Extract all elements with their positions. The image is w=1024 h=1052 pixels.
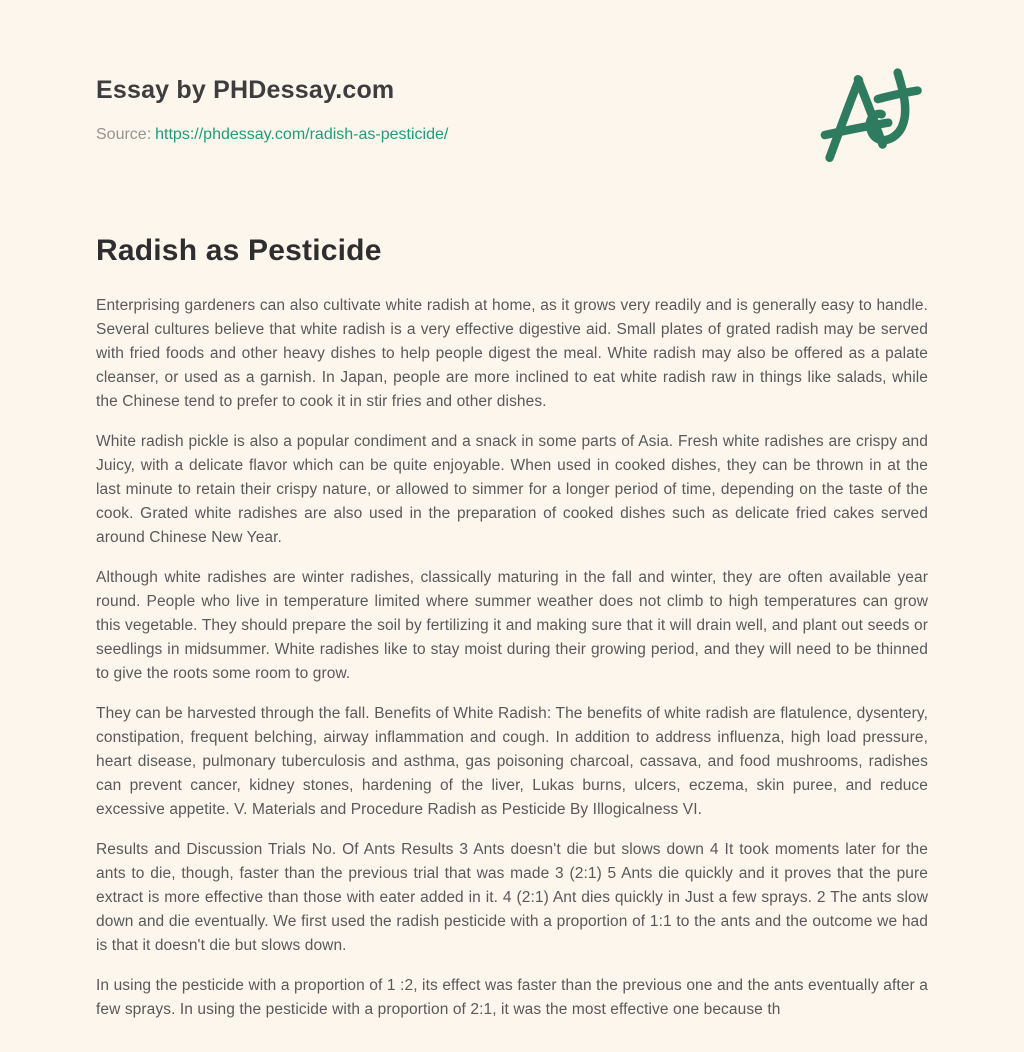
source-line xyxy=(96,126,448,144)
essay-paragraph: Results and Discussion Trials No. Of Ants Results 3 Ants doesn't die but slows down 4 It took moments later for the ants to die, though, faster than the previous trial that was made 3 (2:1) 5 Ants die quickly and it proves that the pure extract is more effective than those with eater added in it. 4 (2:1) Ant dies quickly in Just a few sprays. 2 The ants slow down and die eventually. We first used the radish pesticide with a proportion of 1:1 to the ants and the outcome we had is that it doesn't die but slows down. xyxy=(96,841,928,954)
site-title: Essay by PHDessay.com xyxy=(96,76,395,104)
page-header xyxy=(96,76,928,170)
header-text-block xyxy=(96,76,448,144)
a-plus-logo-icon xyxy=(816,66,934,170)
essay-body xyxy=(96,294,928,1022)
essay-paragraph: Although white radishes are winter radishes, classically maturing in the fall and winter, they are often available year round. People who live in temperature limited where summer weather does not climb to high temperatures can grow this vegetable. They should prepare the soil by fertilizing it and making sure that it will drain well, and plant out seeds or seedlings in midsummer. White radishes like to stay moist during their growing period, and they will need to be thinned to give the roots some room to grow. xyxy=(96,569,928,682)
essay-paragraph: White radish pickle is also a popular condiment and a snack in some parts of Asia. Fresh white radishes are crispy and Juicy, with a delicate flavor which can be quite enjoyable. When used in cooked dishes, they can be thrown in at the last minute to retain their crispy nature, or allowed to simmer for a longer period of time, depending on the taste of the cook. Grated white radishes are also used in the preparation of cooked dishes such as delicate fried cakes served around Chinese New Year. xyxy=(96,433,928,546)
essay-paragraph: They can be harvested through the fall. Benefits of White Radish: The benefits of white radish are flatulence, dysentery, constipation, frequent belching, airway inflammation and cough. In addition to address influenza, high load pressure, heart disease, pulmonary tuberculosis and asthma, gas poisoning charcoal, cassava, and food mushrooms, radishes can prevent cancer, kidney stones, hardening of the liver, Lukas burns, ulcers, eczema, skin puree, and reduce excessive appetite. V. Materials and Procedure Radish as Pesticide By Illogicalness VI. xyxy=(96,705,928,818)
source-link[interactable]: https://phdessay.com/radish-as-pesticide/ xyxy=(155,126,449,143)
essay-paragraph: Enterprising gardeners can also cultivate white radish at home, as it grows very readily and is generally easy to handle. Several cultures believe that white radish is a very effective digestive aid. Small plates of grated radish may be served with fried foods and other heavy dishes to help people digest the meal. White radish may also be offered as a palate cleanser, or used as a garnish. In Japan, people are more inclined to eat white radish raw in things like salads, while the Chinese tend to prefer to cook it in stir fries and other dishes. xyxy=(96,297,928,410)
essay-paragraph: In using the pesticide with a proportion of 1 :2, its effect was faster than the previous one and the ants eventually after a few sprays. In using the pesticide with a proportion of 2:1, it was the most effective one because th xyxy=(96,977,928,1018)
source-label: Source: xyxy=(96,126,152,143)
essay-title: Radish as Pesticide xyxy=(96,234,382,267)
